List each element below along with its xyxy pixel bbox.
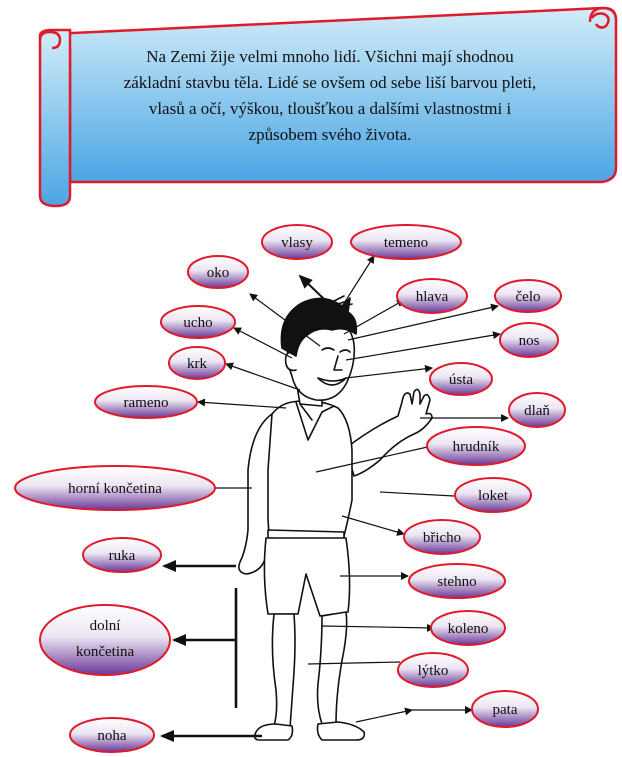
label-ruka — [83, 538, 161, 572]
label-text-hrudnik: hrudník — [452, 439, 500, 455]
bold-arrows — [162, 566, 262, 736]
label-bricho — [404, 520, 480, 554]
label-noha — [70, 718, 154, 752]
label-oko — [188, 256, 248, 288]
label-horni-koncetina — [15, 466, 215, 510]
scroll-line-1: Na Zemi žije velmi mnoho lidí. Všichni mají shodnou — [146, 47, 514, 66]
label-temeno — [351, 225, 461, 259]
label-text-koleno: koleno — [447, 621, 489, 637]
label-vlasy — [262, 225, 332, 259]
label-text-ucho: ucho — [183, 315, 213, 331]
label-lytko — [398, 653, 468, 687]
label-text-oko: oko — [206, 265, 230, 281]
label-ucho — [161, 306, 235, 338]
label-text-usta: ústa — [448, 372, 474, 388]
label-dlan — [509, 393, 565, 427]
label-loket — [455, 478, 531, 512]
label-rameno — [95, 386, 197, 418]
label-nos — [500, 323, 558, 357]
scroll-text — [70, 44, 590, 148]
label-pata — [472, 691, 538, 727]
label-text-hlava: hlava — [415, 289, 449, 305]
label-stehno — [409, 564, 505, 598]
label-dolni-koncetina — [40, 605, 170, 675]
label-usta — [430, 363, 492, 395]
label-text-celo: čelo — [515, 289, 541, 305]
label-krk — [169, 347, 225, 379]
scroll-line-2: základní stavbu těla. Lidé se ovšem od sebe liší barvou pleti, — [123, 73, 537, 92]
label-hlava — [397, 279, 467, 313]
label-text-temeno: temeno — [383, 235, 429, 251]
scroll-line-3: vlasů a očí, výškou, tloušťkou a dalšími vlastnostmi i — [148, 99, 512, 118]
label-text-dlan: dlaň — [524, 403, 550, 419]
label-text-ruka: ruka — [108, 548, 136, 564]
label-text-loket: loket — [478, 488, 508, 504]
label-text-pata: pata — [492, 702, 518, 718]
label-text-vlasy: vlasy — [281, 235, 313, 251]
label-celo — [495, 280, 561, 312]
label-koleno — [431, 611, 505, 645]
label-text-dolni: dolní — [89, 618, 121, 634]
label-text-rameno: rameno — [123, 395, 169, 411]
label-text-nos: nos — [518, 333, 540, 349]
label-hrudnik — [427, 427, 525, 465]
label-text-koncetina: končetina — [75, 644, 135, 660]
label-text-bricho: břicho — [422, 530, 462, 546]
label-text-krk: krk — [187, 356, 207, 372]
scroll-line-4: způsobem svého života. — [248, 125, 412, 144]
label-text-horni-koncetina: horní končetina — [68, 481, 162, 497]
label-text-noha: noha — [97, 728, 127, 744]
label-text-lytko: lýtko — [417, 663, 449, 679]
label-text-stehno: stehno — [437, 574, 477, 590]
